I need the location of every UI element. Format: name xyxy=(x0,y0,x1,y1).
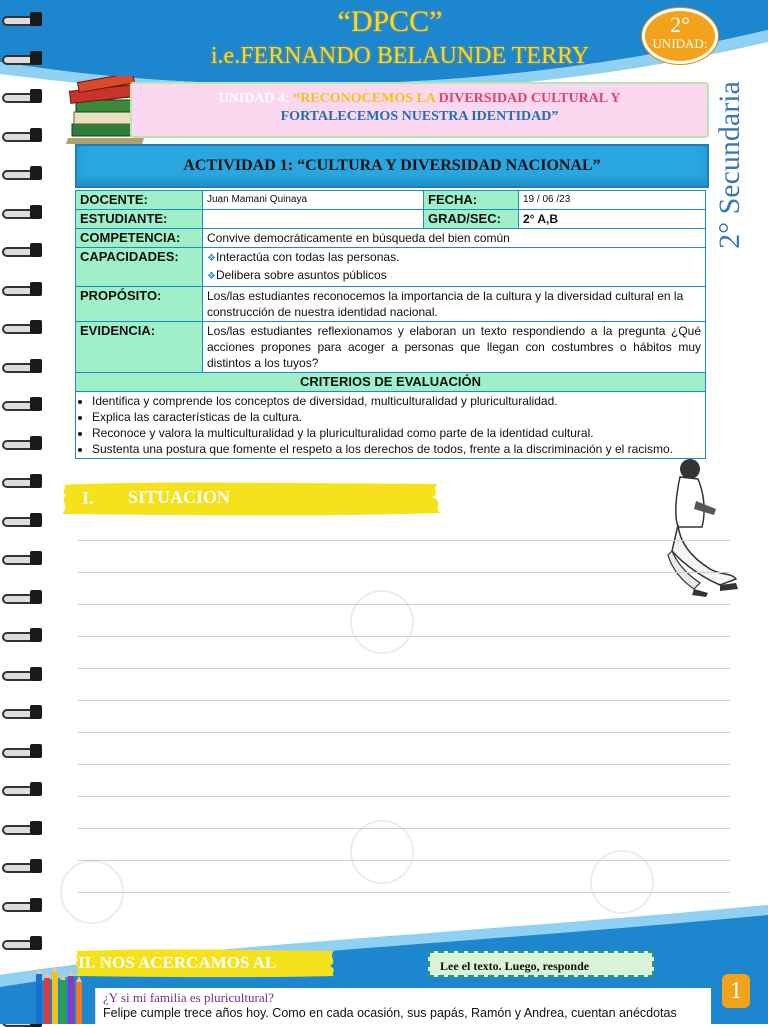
grade-vertical-text: 2° Secundaria xyxy=(713,81,746,249)
situation-title: SITUACION xyxy=(128,487,231,507)
writing-line xyxy=(78,540,730,541)
spiral-ring xyxy=(2,859,42,873)
watermark-swirl-icon xyxy=(350,590,414,654)
spiral-ring xyxy=(2,744,42,758)
spiral-ring xyxy=(2,282,42,296)
spiral-ring xyxy=(2,590,42,604)
table-row xyxy=(76,322,706,373)
unit-title-line1 xyxy=(132,90,707,108)
competencia-label: COMPETENCIA: xyxy=(76,229,203,248)
diamond-bullet-icon: ❖ xyxy=(207,271,216,282)
spiral-ring xyxy=(2,821,42,835)
capacidades-label: CAPACIDADES: xyxy=(76,248,203,287)
spiral-ring xyxy=(2,628,42,642)
info-table xyxy=(75,190,706,459)
reading-text: Felipe cumple trece años hoy. Como en cada ocasión, sus papás, Ramón y Andrea, cuentan anécdotas xyxy=(103,1006,677,1020)
badge-unit: UNIDAD: xyxy=(652,36,708,51)
writing-line xyxy=(78,796,730,797)
unit-title-line2: FORTALECEMOS NUESTRA IDENTIDAD” xyxy=(280,109,559,124)
watermark-swirl-icon xyxy=(350,820,414,884)
spiral-ring xyxy=(2,667,42,681)
spiral-ring xyxy=(2,705,42,719)
situation-banner xyxy=(58,481,444,517)
spiral-ring xyxy=(2,243,42,257)
badge-grade: 2° xyxy=(670,12,690,37)
table-row xyxy=(76,248,706,287)
gradsec-label: GRAD/SEC: xyxy=(424,210,519,229)
spiral-ring xyxy=(2,128,42,142)
writing-line xyxy=(78,572,730,573)
spiral-ring xyxy=(2,51,42,65)
instruction-box: Lee el texto. Luego, responde xyxy=(428,951,654,977)
fecha-value: 19 / 06 /23 xyxy=(519,191,706,210)
spiral-ring xyxy=(2,782,42,796)
diamond-bullet-icon: ❖ xyxy=(207,253,216,264)
capacidad-text: Delibera sobre asuntos públicos xyxy=(215,268,387,282)
spiral-ring xyxy=(2,397,42,411)
table-row xyxy=(76,373,706,392)
pencils-icon xyxy=(30,968,100,1024)
capacidades-value xyxy=(203,248,706,287)
activity-title: ACTIVIDAD 1: “CULTURA Y DIVERSIDAD NACIONAL” xyxy=(75,144,709,188)
proposito-value: Los/las estudiantes reconocemos la importancia de la cultura y la diversidad cultural en la construcción de nuestra identidad nacional. xyxy=(203,287,706,322)
table-row xyxy=(76,229,706,248)
page-title: “DPCC” xyxy=(337,5,443,38)
writing-line xyxy=(78,764,730,765)
evidencia-value: Los/las estudiantes reflexionamos y elaboran un texto respondiendo a la pregunta ¿Qué acciones propones para acoger a personas que llegan con costumbres o hábitos muy distintos a los tuyos? xyxy=(203,322,706,373)
spiral-ring xyxy=(2,513,42,527)
reading-title: ¿Y si mi familia es pluricultural? xyxy=(103,990,274,1005)
list-item: • Sustenta una postura que fomente el respeto a los derechos de todos, frente a la discriminación y el racismo. xyxy=(92,441,701,457)
criterios-list xyxy=(80,393,701,457)
table-row xyxy=(76,210,706,229)
table-row xyxy=(76,191,706,210)
list-item: • Explica las características de la cultura. xyxy=(92,409,701,425)
writing-line xyxy=(78,668,730,669)
school-name: i.e.FERNANDO BELAUNDE TERRY xyxy=(210,43,590,69)
section2-title: II. NOS ACERCAMOS AL xyxy=(78,953,277,972)
unit-prefix: UNIDAD 4: xyxy=(218,91,294,106)
unit-title-part1: “RECONOCEMOS LA xyxy=(293,91,439,106)
spiral-ring xyxy=(2,359,42,373)
spiral-binding xyxy=(0,0,44,1024)
capacidad-item xyxy=(207,249,701,267)
fecha-label: FECHA: xyxy=(424,191,519,210)
spiral-ring xyxy=(2,320,42,334)
unit-title-box xyxy=(130,82,709,138)
unit-title-part2: DIVERSIDAD CULTURAL Y xyxy=(438,91,621,106)
table-row xyxy=(76,287,706,322)
grade-vertical-label xyxy=(700,70,760,260)
gradsec-value: 2° A,B xyxy=(519,210,706,229)
situation-number: I. xyxy=(82,488,94,508)
capacidad-item xyxy=(207,267,701,285)
capacidad-text: Interactúa con todas las personas. xyxy=(215,250,400,264)
proposito-label: PROPÓSITO: xyxy=(76,287,203,322)
list-item: • Reconoce y valora la multiculturalidad y la pluriculturalidad como parte de la identidad cultural. xyxy=(92,425,701,441)
writing-line xyxy=(78,700,730,701)
spiral-ring xyxy=(2,474,42,488)
spiral-ring xyxy=(2,89,42,103)
criterios-header: CRITERIOS DE EVALUACIÓN xyxy=(76,373,706,392)
estudiante-value xyxy=(203,210,424,229)
page-number: 1 xyxy=(722,974,750,1008)
grade-badge xyxy=(642,8,718,64)
evidencia-label: EVIDENCIA: xyxy=(76,322,203,373)
criterios-list-cell xyxy=(76,392,706,459)
docente-label: DOCENTE: xyxy=(76,191,203,210)
spiral-ring xyxy=(2,551,42,565)
table-row xyxy=(76,392,706,459)
estudiante-label: ESTUDIANTE: xyxy=(76,210,203,229)
spiral-ring xyxy=(2,166,42,180)
writing-line xyxy=(78,732,730,733)
spiral-ring xyxy=(2,205,42,219)
reading-girl-icon xyxy=(650,455,745,600)
competencia-value: Convive democráticamente en búsqueda del bien común xyxy=(203,229,706,248)
list-item: • Identifica y comprende los conceptos de diversidad, multiculturalidad y pluriculturalidad. xyxy=(92,393,701,409)
docente-value: Juan Mamani Quinaya xyxy=(203,191,424,210)
spiral-ring xyxy=(2,12,42,26)
spiral-ring xyxy=(2,436,42,450)
